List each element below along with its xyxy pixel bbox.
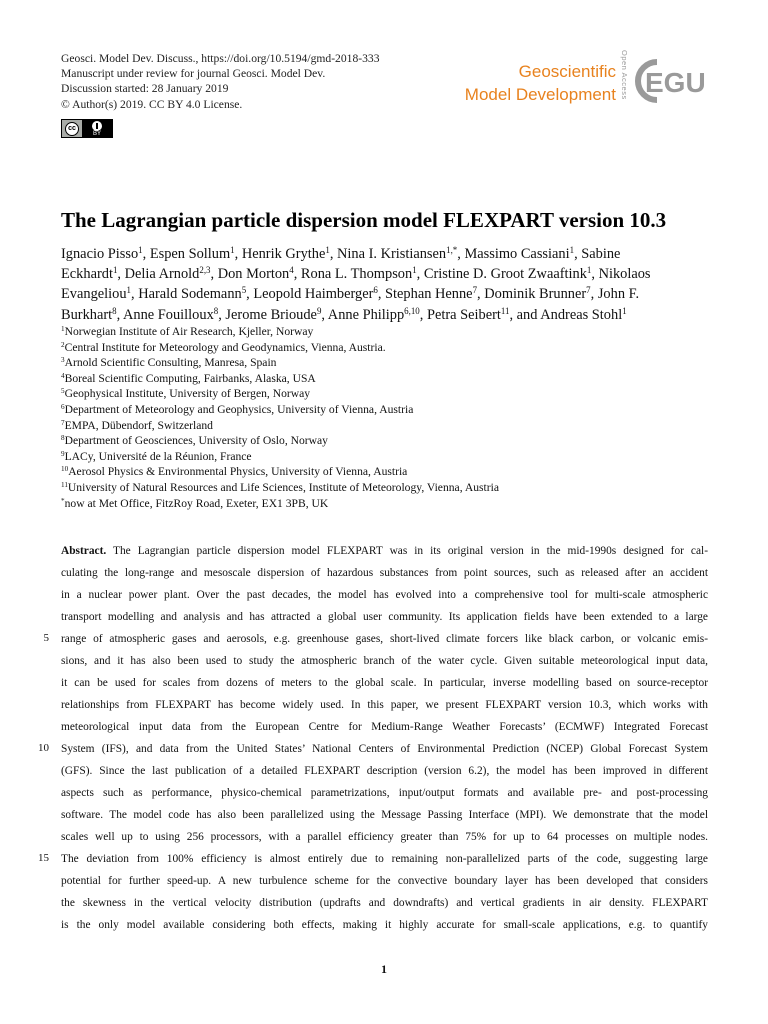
abstract-line	[61, 804, 708, 826]
header-metadata	[61, 51, 380, 112]
abstract-line	[61, 782, 708, 804]
affiliation-item: $^6$Department of Meteorology and Geophysics, University of Vienna, Austria	[61, 402, 414, 416]
abstract-line	[61, 540, 708, 562]
author-name: Harald Sodemann	[138, 286, 242, 303]
author-name: Stephan Henne	[385, 286, 473, 303]
journal-name-line1: Geoscientific	[518, 62, 616, 81]
affiliation-item: $^7$EMPA, Dübendorf, Switzerland	[61, 418, 213, 432]
abstract	[61, 540, 708, 936]
author-name: Evangeliou	[61, 286, 127, 303]
abstract-line	[61, 738, 708, 760]
abstract-line	[61, 672, 708, 694]
line-number: 10	[38, 742, 49, 754]
author-name: Rona L. Thompson	[300, 266, 413, 283]
header-license: © Author(s) 2019. CC BY 4.0 License.	[61, 97, 243, 111]
author-name: Anne Philipp	[327, 306, 405, 323]
abstract-text: the skewness in the vertical velocity distribution (updrafts and downdrafts) and vertical gradients in air density. FLEXPART	[61, 897, 708, 909]
header-citation: Geosci. Model Dev. Discuss., https://doi.org/10.5194/gmd-2018-333	[61, 52, 380, 65]
abstract-text: transport modelling and analysis and has attracted a global user community. Its application fields have been extended to a large	[61, 611, 708, 623]
egu-logo-text: EGU	[645, 67, 706, 98]
abstract-text: meteorological input data from the European Centre for Medium-Range Weather Forecasts’ (ECMWF) Integrated Forecast	[61, 721, 708, 733]
abstract-text: (GFS). Since the last publication of a detailed FLEXPART description (version 6.2), the model has been improved in different	[61, 765, 708, 777]
journal-name-line2: Model Development	[464, 85, 616, 104]
abstract-text: it can be used for scales from dozens of meters to the global scale. In particular, inverse modelling based on source-receptor	[61, 677, 708, 689]
abstract-text: potential for further speed-up. A new turbulence scheme for the convective boundary layer has been developed that considers	[61, 875, 708, 887]
abstract-text: scales well up to using 256 processors, with a parallel efficiency greater than 75% for up to 64 processes on multiple nodes.	[61, 831, 708, 843]
abstract-line	[61, 826, 708, 848]
author-name: Ignacio Pisso	[61, 246, 139, 262]
abstract-line	[61, 848, 708, 870]
author-name: Dominik Brunner	[484, 286, 587, 303]
abstract-line	[61, 584, 708, 606]
abstract-text: relationships from FLEXPART has become widely used. In this paper, we present FLEXPART version 10.3, which works with	[61, 699, 708, 711]
affiliation-item: $^2$Central Institute for Meteorology and Geodynamics, Vienna, Austria.	[61, 340, 386, 354]
author-line: Ignacio Pisso$^1$, Espen Sollum$^1$, Henrik Grythe$^1$, Nina I. Kristiansen$^{1,*}$, Massimo Cassiani$^1$, Sabine	[61, 245, 621, 262]
egu-logo-icon	[633, 56, 713, 106]
author-name: Nina I. Kristiansen	[337, 246, 447, 262]
abstract-text: The deviation from 100% efficiency is almost entirely due to remaining non-parallelized parts of the code, suggesting large	[61, 853, 708, 865]
author-name: Jerome Brioude	[225, 306, 317, 323]
cc-by-license-badge[interactable]	[61, 119, 113, 138]
author-list	[61, 244, 691, 325]
author-name: Cristine D. Groot Zwaaftink	[423, 266, 587, 283]
author-name: Anne Fouilloux	[123, 306, 214, 323]
abstract-text: culating the long-range and mesoscale dispersion of hazardous substances from point sources, such as released after an accident	[61, 567, 708, 579]
author-name: and Andreas Stohl	[516, 306, 623, 323]
author-name: Massimo Cassiani	[464, 246, 570, 262]
abstract-line	[61, 870, 708, 892]
line-number: 15	[38, 852, 49, 864]
affiliation-item: $^1$Norwegian Institute of Air Research, Kjeller, Norway	[61, 325, 314, 338]
abstract-line	[61, 716, 708, 738]
abstract-line	[61, 892, 708, 914]
journal-logo-text	[465, 60, 616, 106]
author-name: Delia Arnold	[124, 266, 200, 283]
abstract-label: Abstract.	[61, 545, 107, 557]
cc-by-label: BY	[92, 130, 101, 137]
author-name: Sabine	[581, 246, 621, 262]
affiliation-item: $^4$Boreal Scientific Computing, Fairbanks, Alaska, USA	[61, 371, 316, 385]
abstract-line	[61, 650, 708, 672]
open-access-label: Open Access	[620, 50, 629, 100]
author-name: Petra Seibert	[426, 306, 501, 323]
abstract-text: range of atmospheric gases and aerosols, e.g. greenhouse gases, short-lived climate forcers like black carbon, or volcanic emis-	[61, 633, 708, 645]
abstract-text: sions, and it has also been used to study the atmospheric branch of the water cycle. Given suitable meteorological input data,	[61, 655, 708, 667]
abstract-text: aspects such as performance, physico-chemical parametrizations, input/output formats and available pre- and post-processing	[61, 787, 708, 799]
abstract-line	[61, 694, 708, 716]
abstract-line	[61, 562, 708, 584]
author-line: Eckhardt$^1$, Delia Arnold$^{2,3}$, Don Morton$^4$, Rona L. Thompson$^1$, Cristine D. Groot Zwaaftink$^1$, Nikolaos	[61, 265, 651, 283]
author-name: Henrik Grythe	[241, 246, 326, 262]
affiliation-list	[61, 324, 499, 511]
abstract-line	[61, 606, 708, 628]
author-line: Evangeliou$^1$, Harald Sodemann$^5$, Leopold Haimberger$^6$, Stephan Henne$^7$, Dominik Brunner$^7$, John F.	[61, 285, 640, 303]
abstract-text: software. The model code has also been parallelized using the Message Passing Interface (MPI). We demonstrate that the model	[61, 809, 708, 821]
affiliation-item: $^3$Arnold Scientific Consulting, Manresa, Spain	[61, 356, 277, 370]
author-name: Eckhardt	[61, 266, 113, 283]
abstract-line	[61, 760, 708, 782]
abstract-line	[61, 914, 708, 936]
abstract-text: The Lagrangian particle dispersion model FLEXPART was in its original version in the mid-1990s designed for cal-	[113, 545, 708, 557]
author-name: Espen Sollum	[149, 246, 231, 262]
affiliation-item: $^5$Geophysical Institute, University of Bergen, Norway	[61, 387, 311, 401]
author-name: John F.	[597, 286, 640, 303]
abstract-text: is the only model available considering both effects, making it highly accurate for small-scale applications, e.g. to quantify	[61, 919, 708, 931]
line-number: 5	[43, 632, 49, 644]
author-name: Don Morton	[217, 266, 290, 283]
creative-commons-icon: cc	[65, 122, 79, 136]
abstract-line	[61, 628, 708, 650]
affiliation-item: $^{11}$University of Natural Resources and Life Sciences, Institute of Meteorology, Vienna, Austria	[61, 480, 499, 494]
affiliation-item: $^{10}$Aerosol Physics & Environmental Physics, University of Vienna, Austria	[61, 465, 408, 479]
author-name: Leopold Haimberger	[253, 286, 374, 303]
affiliation-item: *now at Met Office, FitzRoy Road, Exeter, EX1 3PB, UK	[61, 496, 329, 510]
attribution-icon	[82, 120, 112, 137]
header-discussion-date: Discussion started: 28 January 2019	[61, 82, 229, 96]
abstract-text: System (IFS), and data from the United States’ National Centers of Environmental Prediction (NCEP) Global Forecast System	[61, 743, 708, 755]
affiliation-item: $^9$LACy, Université de la Réunion, France	[61, 449, 252, 463]
paper-title: The Lagrangian particle dispersion model FLEXPART version 10.3	[61, 208, 667, 232]
header-review-status: Manuscript under review for journal Geosci. Model Dev.	[61, 67, 326, 81]
page-number: 1	[381, 962, 387, 976]
affiliation-item: $^8$Department of Geosciences, University of Oslo, Norway	[61, 434, 328, 448]
author-name: Nikolaos	[598, 266, 651, 283]
author-line: Burkhart$^8$, Anne Fouilloux$^8$, Jerome Brioude$^9$, Anne Philipp$^{6,10}$, Petra Seibert$^{11}$, and Andreas Stohl$^1$	[61, 305, 627, 323]
abstract-text: in a nuclear power plant. Over the past decades, the model has evolved into a comprehensive tool for multi-scale atmospheric	[61, 589, 708, 601]
author-name: Burkhart	[61, 306, 113, 323]
